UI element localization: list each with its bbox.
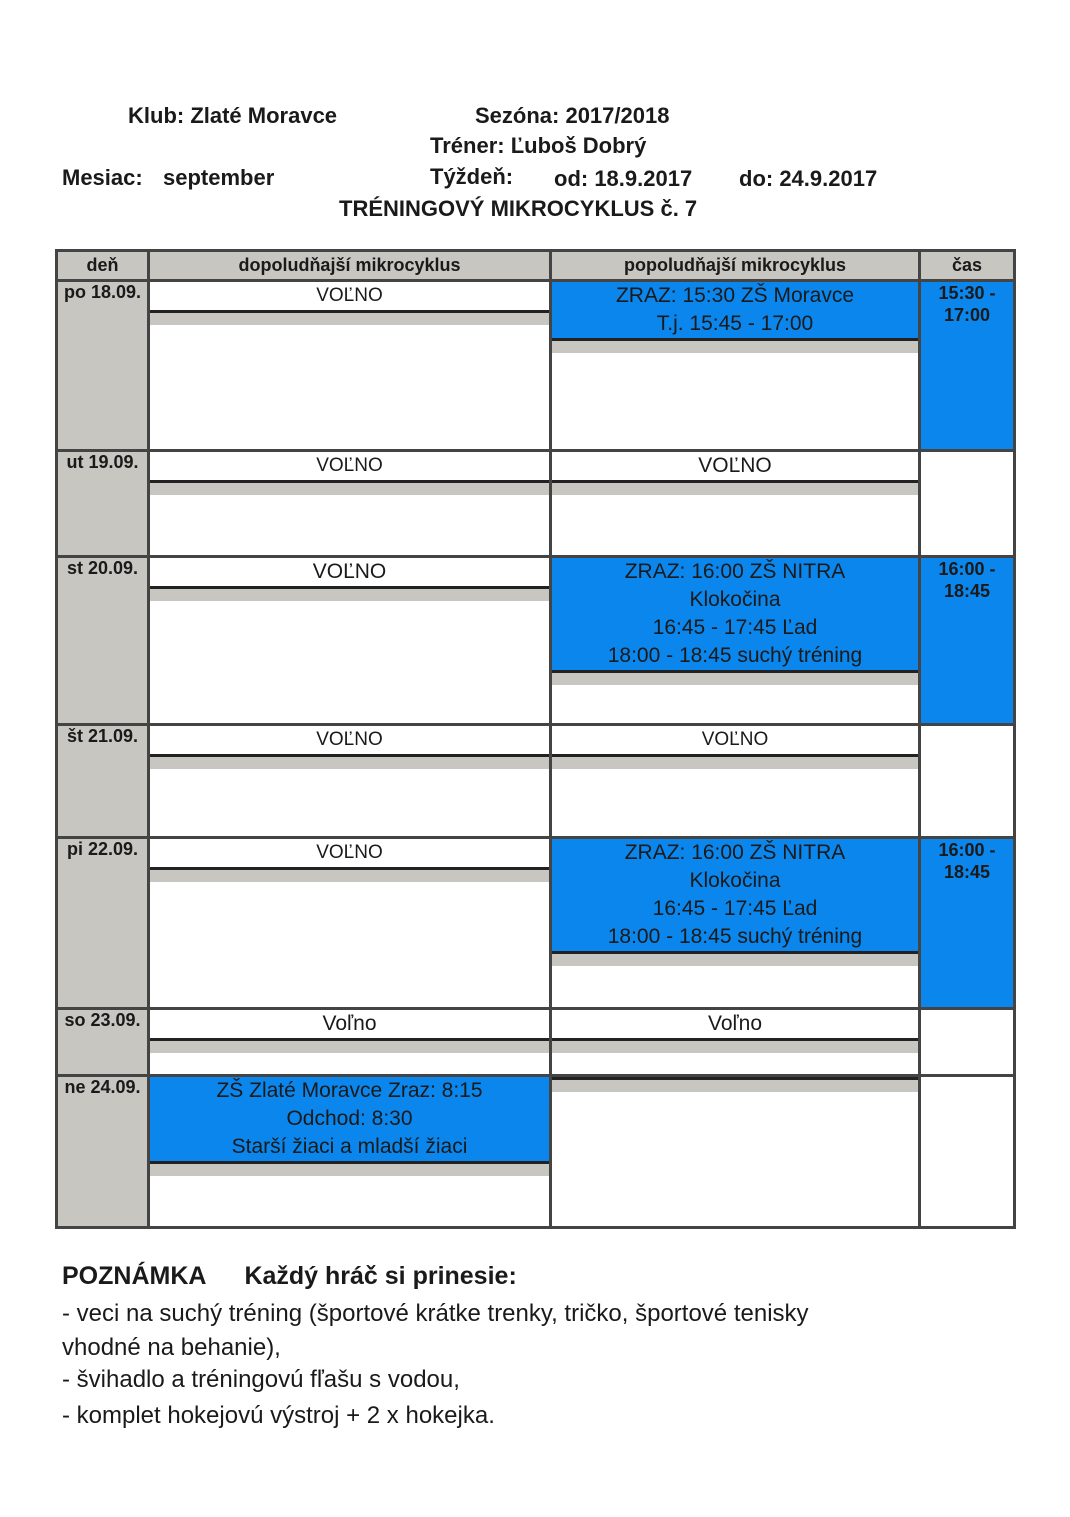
afternoon-cell: [551, 557, 920, 725]
afternoon-cell: [551, 725, 920, 838]
morning-cell: [149, 838, 551, 1009]
cell-strip: [150, 586, 549, 601]
cell-strip: [552, 1038, 918, 1053]
morning-text: VOĽNO: [150, 282, 549, 310]
trainer-label: Tréner: Ľuboš Dobrý: [430, 133, 647, 158]
day-cell: št 21.09.: [57, 725, 149, 838]
note-intro: Každý hráč si prinesie:: [244, 1262, 517, 1290]
afternoon-text: Voľno: [552, 1010, 918, 1038]
morning-text: VOĽNO: [150, 452, 549, 480]
cell-strip: [552, 951, 918, 966]
day-cell: ut 19.09.: [57, 451, 149, 557]
afternoon-cell: [551, 1009, 920, 1076]
cell-strip: [150, 310, 549, 325]
week-to: do: 24.9.2017: [739, 166, 878, 191]
afternoon-text: ZRAZ: 16:00 ZŠ NITRA Klokočina 16:45 - 17:45 Ľad 18:00 - 18:45 suchý tréning: [552, 839, 918, 951]
week-from: od: 18.9.2017: [554, 166, 693, 191]
season-label: Sezóna: 2017/2018: [475, 103, 670, 128]
morning-cell: [149, 451, 551, 557]
note-line: - veci na suchý tréning (športové krátke trenky, tričko, športové tenisky: [62, 1300, 809, 1327]
day-cell: st 20.09.: [57, 557, 149, 725]
column-header-afternoon: popoludňajší mikrocyklus: [551, 251, 920, 281]
note-line: - komplet hokejovú výstroj + 2 x hokejka.: [62, 1402, 495, 1429]
cell-strip: [552, 480, 918, 495]
note-line: vhodné na behanie),: [62, 1334, 281, 1361]
table-row: [57, 1076, 1015, 1228]
time-cell: [920, 1076, 1015, 1228]
day-cell: ne 24.09.: [57, 1076, 149, 1228]
morning-text: ZŠ Zlaté Moravce Zraz: 8:15 Odchod: 8:30 Starší žiaci a mladší žiaci: [150, 1077, 549, 1161]
month-value: september: [163, 165, 275, 190]
morning-cell: [149, 281, 551, 451]
month-label: Mesiac:: [62, 165, 143, 190]
table-row: [57, 725, 1015, 838]
time-cell: 16:00 - 18:45: [920, 557, 1015, 725]
cell-strip: [552, 754, 918, 769]
day-cell: so 23.09.: [57, 1009, 149, 1076]
time-cell: 15:30 - 17:00: [920, 281, 1015, 451]
afternoon-text: VOĽNO: [552, 452, 918, 480]
table-row: [57, 281, 1015, 451]
cell-strip: [150, 1161, 549, 1176]
time-cell: [920, 1009, 1015, 1076]
table-row: [57, 557, 1015, 725]
time-cell: [920, 451, 1015, 557]
morning-cell: [149, 1076, 551, 1228]
morning-text: VOĽNO: [150, 558, 549, 586]
afternoon-cell: [551, 1076, 920, 1228]
schedule-table: [55, 249, 1016, 1229]
afternoon-text: VOĽNO: [552, 726, 918, 754]
table-header-row: [57, 251, 1015, 281]
afternoon-text: ZRAZ: 15:30 ZŠ Moravce T.j. 15:45 - 17:00: [552, 282, 918, 338]
cell-strip: [150, 754, 549, 769]
morning-text: VOĽNO: [150, 839, 549, 867]
note-line: - švihadlo a tréningovú fľašu s vodou,: [62, 1366, 460, 1393]
morning-cell: [149, 1009, 551, 1076]
cell-strip: [552, 1077, 918, 1092]
afternoon-text: ZRAZ: 16:00 ZŠ NITRA Klokočina 16:45 - 17:45 Ľad 18:00 - 18:45 suchý tréning: [552, 558, 918, 670]
cell-strip: [150, 480, 549, 495]
time-cell: [920, 725, 1015, 838]
day-cell: po 18.09.: [57, 281, 149, 451]
morning-cell: [149, 725, 551, 838]
morning-cell: [149, 557, 551, 725]
table-row: [57, 1009, 1015, 1076]
cell-strip: [150, 867, 549, 882]
afternoon-cell: [551, 281, 920, 451]
afternoon-cell: [551, 838, 920, 1009]
table-row: [57, 451, 1015, 557]
document-title: TRÉNINGOVÝ MIKROCYKLUS č. 7: [339, 196, 698, 221]
column-header-day: deň: [57, 251, 149, 281]
cell-strip: [552, 338, 918, 353]
time-cell: 16:00 - 18:45: [920, 838, 1015, 1009]
morning-text: Voľno: [150, 1010, 549, 1038]
note-heading: [62, 1262, 517, 1291]
column-header-time: čas: [920, 251, 1015, 281]
week-label: Týždeň:: [430, 164, 514, 189]
cell-strip: [150, 1038, 549, 1053]
table-row: [57, 838, 1015, 1009]
column-header-morning: dopoludňajší mikrocyklus: [149, 251, 551, 281]
note-label: POZNÁMKA: [62, 1262, 207, 1290]
day-cell: pi 22.09.: [57, 838, 149, 1009]
afternoon-cell: [551, 451, 920, 557]
club-label: Klub: Zlaté Moravce: [128, 103, 338, 128]
morning-text: VOĽNO: [150, 726, 549, 754]
cell-strip: [552, 670, 918, 685]
